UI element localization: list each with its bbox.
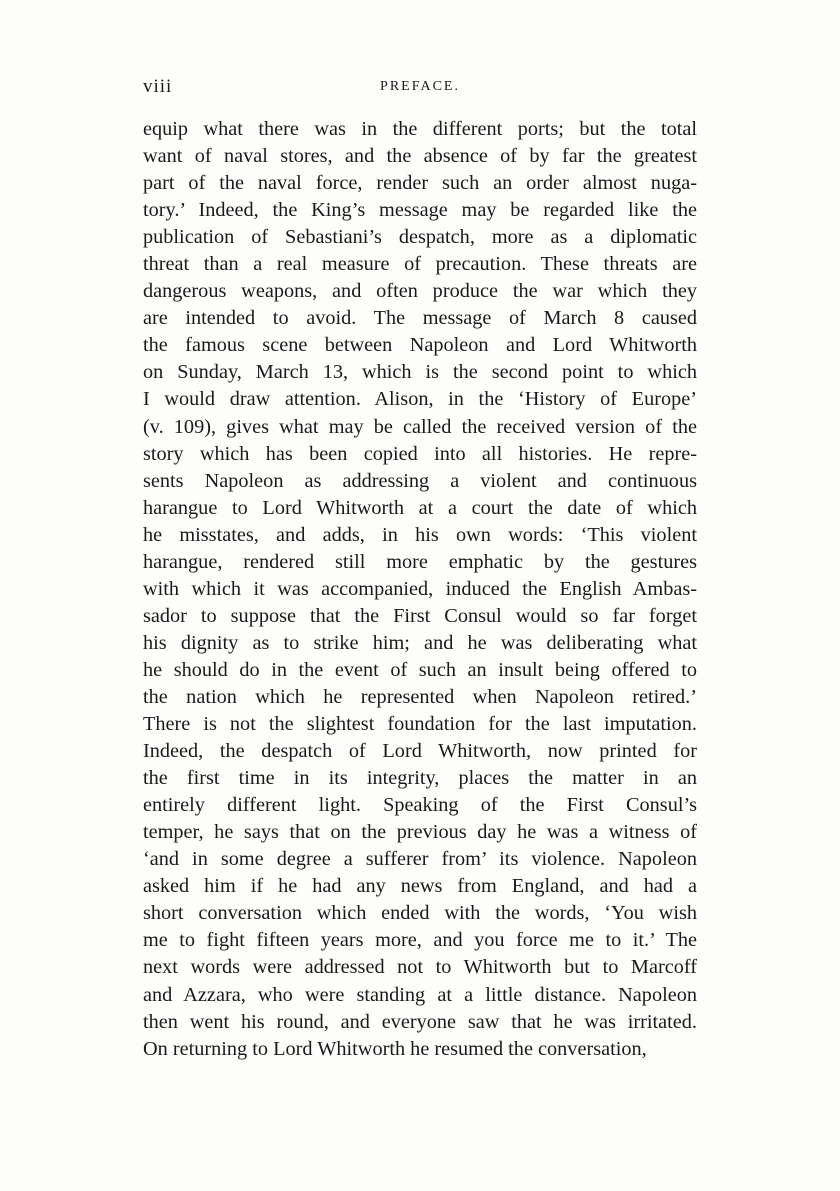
text-line: he misstates, and adds, in his own words: ‘This violent <box>143 523 697 546</box>
text-line: There is not the slightest foundation for the last imputation. <box>143 713 697 736</box>
text-line: his dignity as to strike him; and he was deliberating what <box>143 631 697 654</box>
text-line: equip what there was in the different ports; but the total <box>143 118 697 140</box>
text-line: the first time in its integrity, places the matter in an <box>143 767 697 790</box>
text-line: he should do in the event of such an insult being offered to <box>143 658 697 681</box>
text-line: temper, he says that on the previous day he was a witness of <box>143 821 697 844</box>
text-line: want of naval stores, and the absence of by far the greatest <box>143 145 697 168</box>
text-line: Indeed, the despatch of Lord Whitworth, now printed for <box>143 740 697 763</box>
text-line: harangue to Lord Whitworth at a court the date of which <box>143 496 697 519</box>
text-line: story which has been copied into all histories. He repre- <box>143 442 697 465</box>
text-line: are intended to avoid. The message of March 8 caused <box>143 307 697 330</box>
running-title: PREFACE. <box>380 79 460 94</box>
text-line: On returning to Lord Whitworth he resumed the conversation, <box>143 1037 647 1060</box>
text-line: part of the naval force, render such an order almost nuga- <box>143 172 697 195</box>
text-line: I would draw attention. Alison, in the ‘History of Europe’ <box>143 388 697 411</box>
text-line: and Azzara, who were standing at a little distance. Napoleon <box>143 983 697 1006</box>
running-head <box>143 76 697 100</box>
text-line: the famous scene between Napoleon and Lord Whitworth <box>143 334 697 357</box>
text-line: on Sunday, March 13, which is the second point to which <box>143 361 697 384</box>
text-line: harangue, rendered still more emphatic by the gestures <box>143 550 697 573</box>
text-line: short conversation which ended with the words, ‘You wish <box>143 902 697 925</box>
text-line: (v. 109), gives what may be called the received version of the <box>143 415 697 438</box>
text-line: tory.’ Indeed, the King’s message may be regarded like the <box>143 199 697 222</box>
text-line: entirely different light. Speaking of the First Consul’s <box>143 794 697 817</box>
page-number: viii <box>143 76 173 97</box>
text-line: with which it was accompanied, induced the English Ambas- <box>143 577 697 600</box>
text-line: next words were addressed not to Whitworth but to Marcoff <box>143 956 697 979</box>
text-line: asked him if he had any news from England, and had a <box>143 875 697 898</box>
text-line: me to fight fifteen years more, and you force me to it.’ The <box>143 929 697 952</box>
text-line: ‘and in some degree a sufferer from’ its violence. Napoleon <box>143 848 697 871</box>
text-line: then went his round, and everyone saw that he was irritated. <box>143 1010 697 1033</box>
text-line: publication of Sebastiani’s despatch, more as a diplomatic <box>143 226 697 249</box>
text-line: threat than a real measure of precaution. These threats are <box>143 253 697 276</box>
body-text <box>143 116 697 1063</box>
text-line: sador to suppose that the First Consul would so far forget <box>143 604 697 627</box>
text-line: dangerous weapons, and often produce the war which they <box>143 280 697 303</box>
text-line: sents Napoleon as addressing a violent and continuous <box>143 469 697 492</box>
text-line: the nation which he represented when Napoleon retired.’ <box>143 685 697 708</box>
